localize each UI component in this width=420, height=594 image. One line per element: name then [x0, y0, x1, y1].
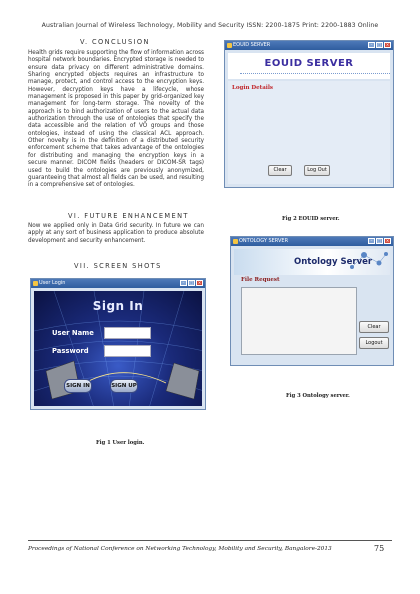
clear-button[interactable]: Clear	[268, 165, 292, 176]
minimize-button[interactable]: –	[180, 280, 187, 286]
conclusion-heading: V. CONCLUSION	[80, 38, 150, 46]
decorative-dots	[240, 73, 390, 75]
journal-header: Australian Journal of Wireless Technology, Mobility and Security ISSN: 2200-1875 Print: 2200-1883 Online	[41, 22, 379, 29]
ontology-title: Ontology Server	[294, 257, 373, 267]
password-input[interactable]	[104, 345, 151, 357]
eouid-banner	[228, 53, 390, 79]
username-input[interactable]	[104, 327, 151, 339]
ontology-server-window	[230, 236, 394, 366]
file-request-label: File Request	[241, 277, 280, 283]
signin-button[interactable]: SIGN IN	[64, 379, 92, 393]
window-title: User Login	[39, 280, 66, 286]
footer-text: Proceedings of National Conference on Networking Technology, Mobility and Security, Bangalore-2013	[28, 546, 332, 552]
user-login-window	[30, 278, 206, 410]
footer-rule	[28, 540, 392, 541]
logout-button[interactable]: Logout	[359, 337, 389, 349]
app-icon	[33, 281, 38, 286]
minimize-button[interactable]: –	[368, 42, 375, 48]
future-text: Now we applied only in Data Grid security. In future we can apply at any sort of business application to produce absolute development and security enhancement.	[28, 223, 204, 244]
laptop-right-icon	[166, 363, 199, 399]
title-bar	[225, 41, 393, 50]
signup-button[interactable]: SIGN UP	[110, 379, 138, 393]
title-bar	[31, 279, 205, 288]
clear-button[interactable]: Clear	[359, 321, 389, 333]
app-icon	[227, 43, 232, 48]
close-button[interactable]: ×	[385, 238, 390, 243]
login-details-label: Login Details	[232, 85, 274, 91]
conclusion-text: Health grids require supporting the flow of information across hospital network boundaries. Encrypted storage is needed to ensure data privacy on different administrative domains. Sharing encrypted objects requires an infrastructure to manage, protect, and control access to the encryption keys. However, decryption keys have a lifecycle, whose management is proposed in this paper by grid-organized key management for long-term storage. The novelty of the approach is to bind authorization of users to the actual data authorization through the use of ontologies that specify the data accessible and the relation of VO groups and those ontologies, instead of using the classical ACL approach. Other novelty is in the definition of a distributed security enforcement scheme that takes advantage of the ontologies for distributing and managing the encryption keys in a secure manner. DICOM fields (headers or DICOM-SR tags) used to build the ontologies are previously anonymized, guaranteeing that almost all fields can be used, and resulting in a comprehensive set of ontologies.	[28, 50, 204, 189]
close-button[interactable]: ×	[197, 280, 202, 285]
fig2-caption: Fig 2 EOUID server.	[282, 216, 340, 222]
title-bar	[231, 237, 393, 246]
maximize-button[interactable]: □	[377, 42, 382, 47]
future-heading: VI. FUTURE ENHANCEMENT	[68, 212, 189, 220]
eouid-server-window	[224, 40, 394, 188]
fig3-caption: Fig 3 Ontology server.	[286, 393, 350, 399]
ontology-banner	[234, 249, 390, 275]
file-request-area[interactable]	[241, 287, 357, 355]
login-details-panel	[228, 81, 390, 184]
fig1-caption: Fig 1 User login.	[96, 440, 145, 446]
window-title: EOUID SERVER	[233, 42, 271, 48]
close-button[interactable]: ×	[385, 42, 390, 47]
window-title: ONTOLOGY SERVER	[239, 238, 289, 244]
maximize-button[interactable]: □	[377, 238, 382, 243]
signin-title: Sign In	[92, 299, 144, 313]
app-icon	[233, 239, 238, 244]
page-number: 75	[374, 544, 385, 553]
signin-background	[34, 291, 202, 406]
maximize-button[interactable]: □	[189, 280, 194, 285]
screenshots-heading: VII. SCREEN SHOTS	[74, 262, 162, 270]
username-label: User Name	[52, 329, 94, 337]
password-label: Password	[52, 347, 89, 355]
logout-button[interactable]: Log Out	[304, 165, 330, 176]
minimize-button[interactable]: –	[368, 238, 375, 244]
eouid-title: EOUID SERVER	[264, 58, 354, 69]
